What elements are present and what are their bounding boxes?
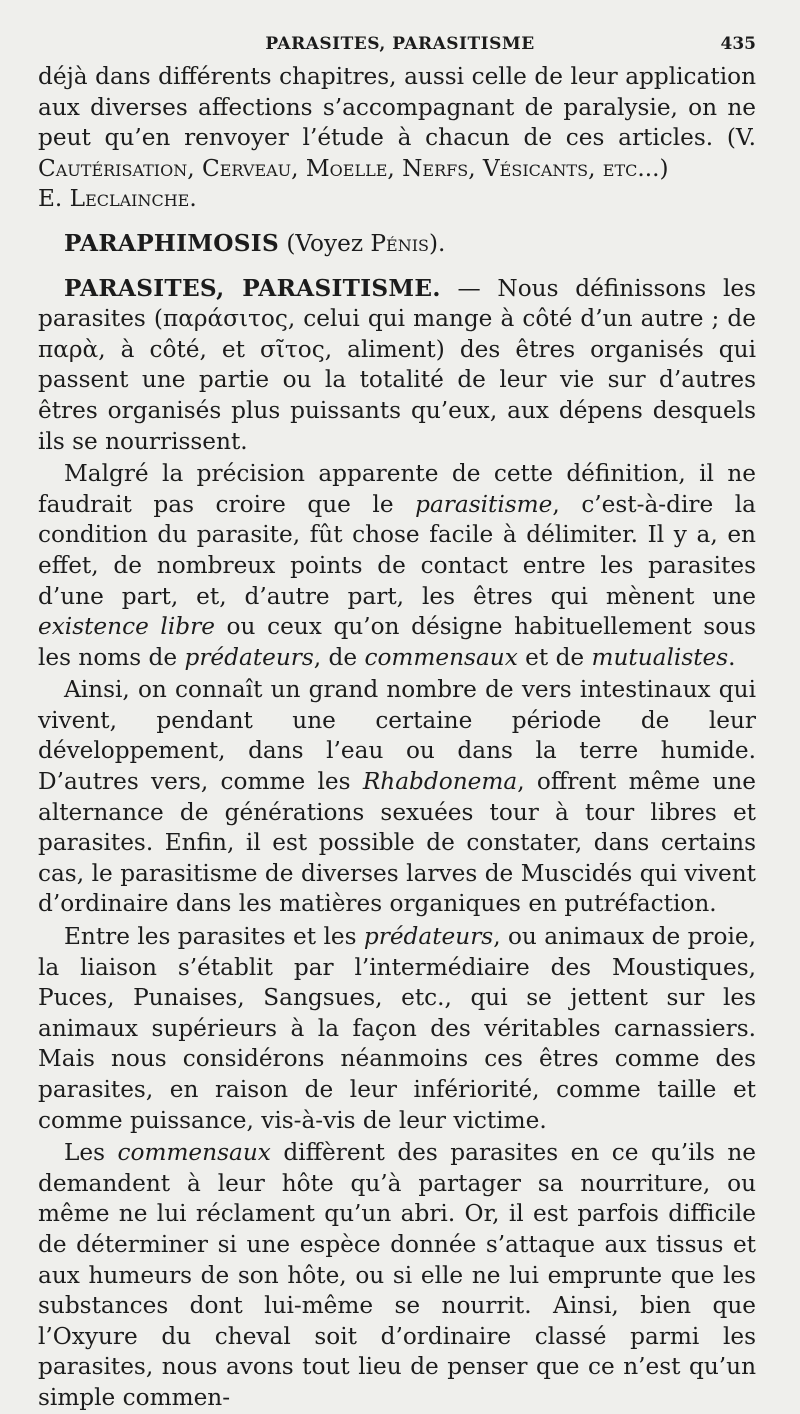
text: . bbox=[728, 643, 736, 671]
running-title: PARASITES, PARASITISME bbox=[265, 34, 535, 54]
italic-term: commensaux bbox=[117, 1139, 271, 1167]
entry-paraphimosis bbox=[38, 229, 756, 260]
paragraph bbox=[38, 675, 756, 920]
entry-parasites bbox=[38, 274, 756, 458]
author-signature bbox=[38, 184, 756, 215]
paragraph-continued bbox=[38, 62, 756, 184]
italic-term: parasitisme bbox=[415, 490, 553, 518]
italic-term: commensaux bbox=[364, 643, 518, 671]
text: Entre les parasites et les bbox=[64, 923, 364, 951]
entry-term: PARASITES, PARASITISME. bbox=[64, 274, 441, 302]
italic-term: Rhabdonema bbox=[362, 768, 518, 796]
text: et de bbox=[517, 643, 592, 671]
italic-term: existence libre bbox=[38, 613, 215, 641]
cross-references: Cautérisation, Cerveau, Moelle, Nerfs, Vésicants, etc bbox=[38, 154, 638, 182]
italic-term: mutualistes bbox=[591, 643, 729, 671]
italic-term: prédateurs bbox=[363, 923, 494, 951]
text: — Nous définissons les parasites (παράσιτος, celui qui mange à côté d’un autre ; de παρὰ, à côté, et σῖτος, aliment) des êtres organisés qui passent une partie ou la totalité de leur vie sur d’autres êtres organisés plus puissants qu’eux, aux dépens desquels ils se nourrissent. bbox=[38, 274, 756, 455]
paragraph bbox=[38, 922, 756, 1136]
running-header bbox=[0, 34, 800, 58]
text: Ainsi, on connaît un grand nombre de vers intestinaux qui vivent, pendant une certaine période de leur développement, dans l’eau ou dans la terre humide. D’autres vers, comme les bbox=[38, 676, 756, 796]
text: , offrent même une alternance de générations sexuées tour à tour libres et parasites. Enfin, il est possible de constater, dans certains cas, le parasitisme de diverses larves de Muscidés qui vivent d’ordinaire dans les matières organiques en putréfaction. bbox=[38, 768, 756, 918]
text: déjà dans différents chapitres, aussi celle de leur application aux diverses affections s’accompagnant de paralysie, on ne peut qu’en renvoyer l’étude à chacun de ces articles. (V. bbox=[38, 63, 756, 152]
text: , c’est-à-dire la condition du parasite, fût chose facile à délimiter. Il y a, en effet, de nombreux points de contact entre les parasites d’une part, et, d’autre part, les êtres qui mènent une bbox=[38, 490, 756, 610]
text: Les bbox=[64, 1139, 118, 1167]
text: ...) bbox=[637, 154, 669, 182]
italic-term: prédateurs bbox=[184, 643, 314, 671]
text: diffèrent des parasites en ce qu’ils ne demandent à leur hôte qu’à partager sa nourriture, ou même ne lui réclament qu’un abri. Or, il est parfois difficile de déterminer si une espèce donnée s’attaque aux tissus et aux humeurs de son hôte, ou si elle ne lui emprunte que les substances dont lui-même se nourrit. Ainsi, bien que l’Oxyure du cheval soit d’ordinaire classé parmi les parasites, nous avons tout lieu de penser que ce n’est qu’un simple commen- bbox=[38, 1139, 756, 1411]
page-body bbox=[38, 62, 756, 1414]
text: , de bbox=[313, 643, 365, 671]
text: (Voyez bbox=[279, 229, 371, 257]
signature-text: E. Leclainche. bbox=[38, 185, 197, 213]
entry-term: PARAPHIMOSIS bbox=[64, 229, 279, 257]
text: ). bbox=[428, 229, 446, 257]
text: ou ceux qu’on désigne habituellement sous les noms de bbox=[38, 613, 756, 671]
text: , ou animaux de proie, la liaison s’établit par l’intermédiaire des Moustiques, Puces, Punaises, Sangsues, etc., qui se jettent sur les animaux supérieurs à la façon des véritables carnassiers. Mais nous considérons néanmoins ces êtres comme des parasites, en raison de leur infériorité, comme taille et comme puissance, vis-à-vis de leur victime. bbox=[38, 923, 756, 1134]
paragraph bbox=[38, 459, 756, 673]
cross-reference: Pénis bbox=[370, 229, 429, 257]
paragraph bbox=[38, 1138, 756, 1413]
text: Malgré la précision apparente de cette définition, il ne faudrait pas croire que le bbox=[38, 460, 756, 518]
page-number: 435 bbox=[720, 34, 756, 54]
